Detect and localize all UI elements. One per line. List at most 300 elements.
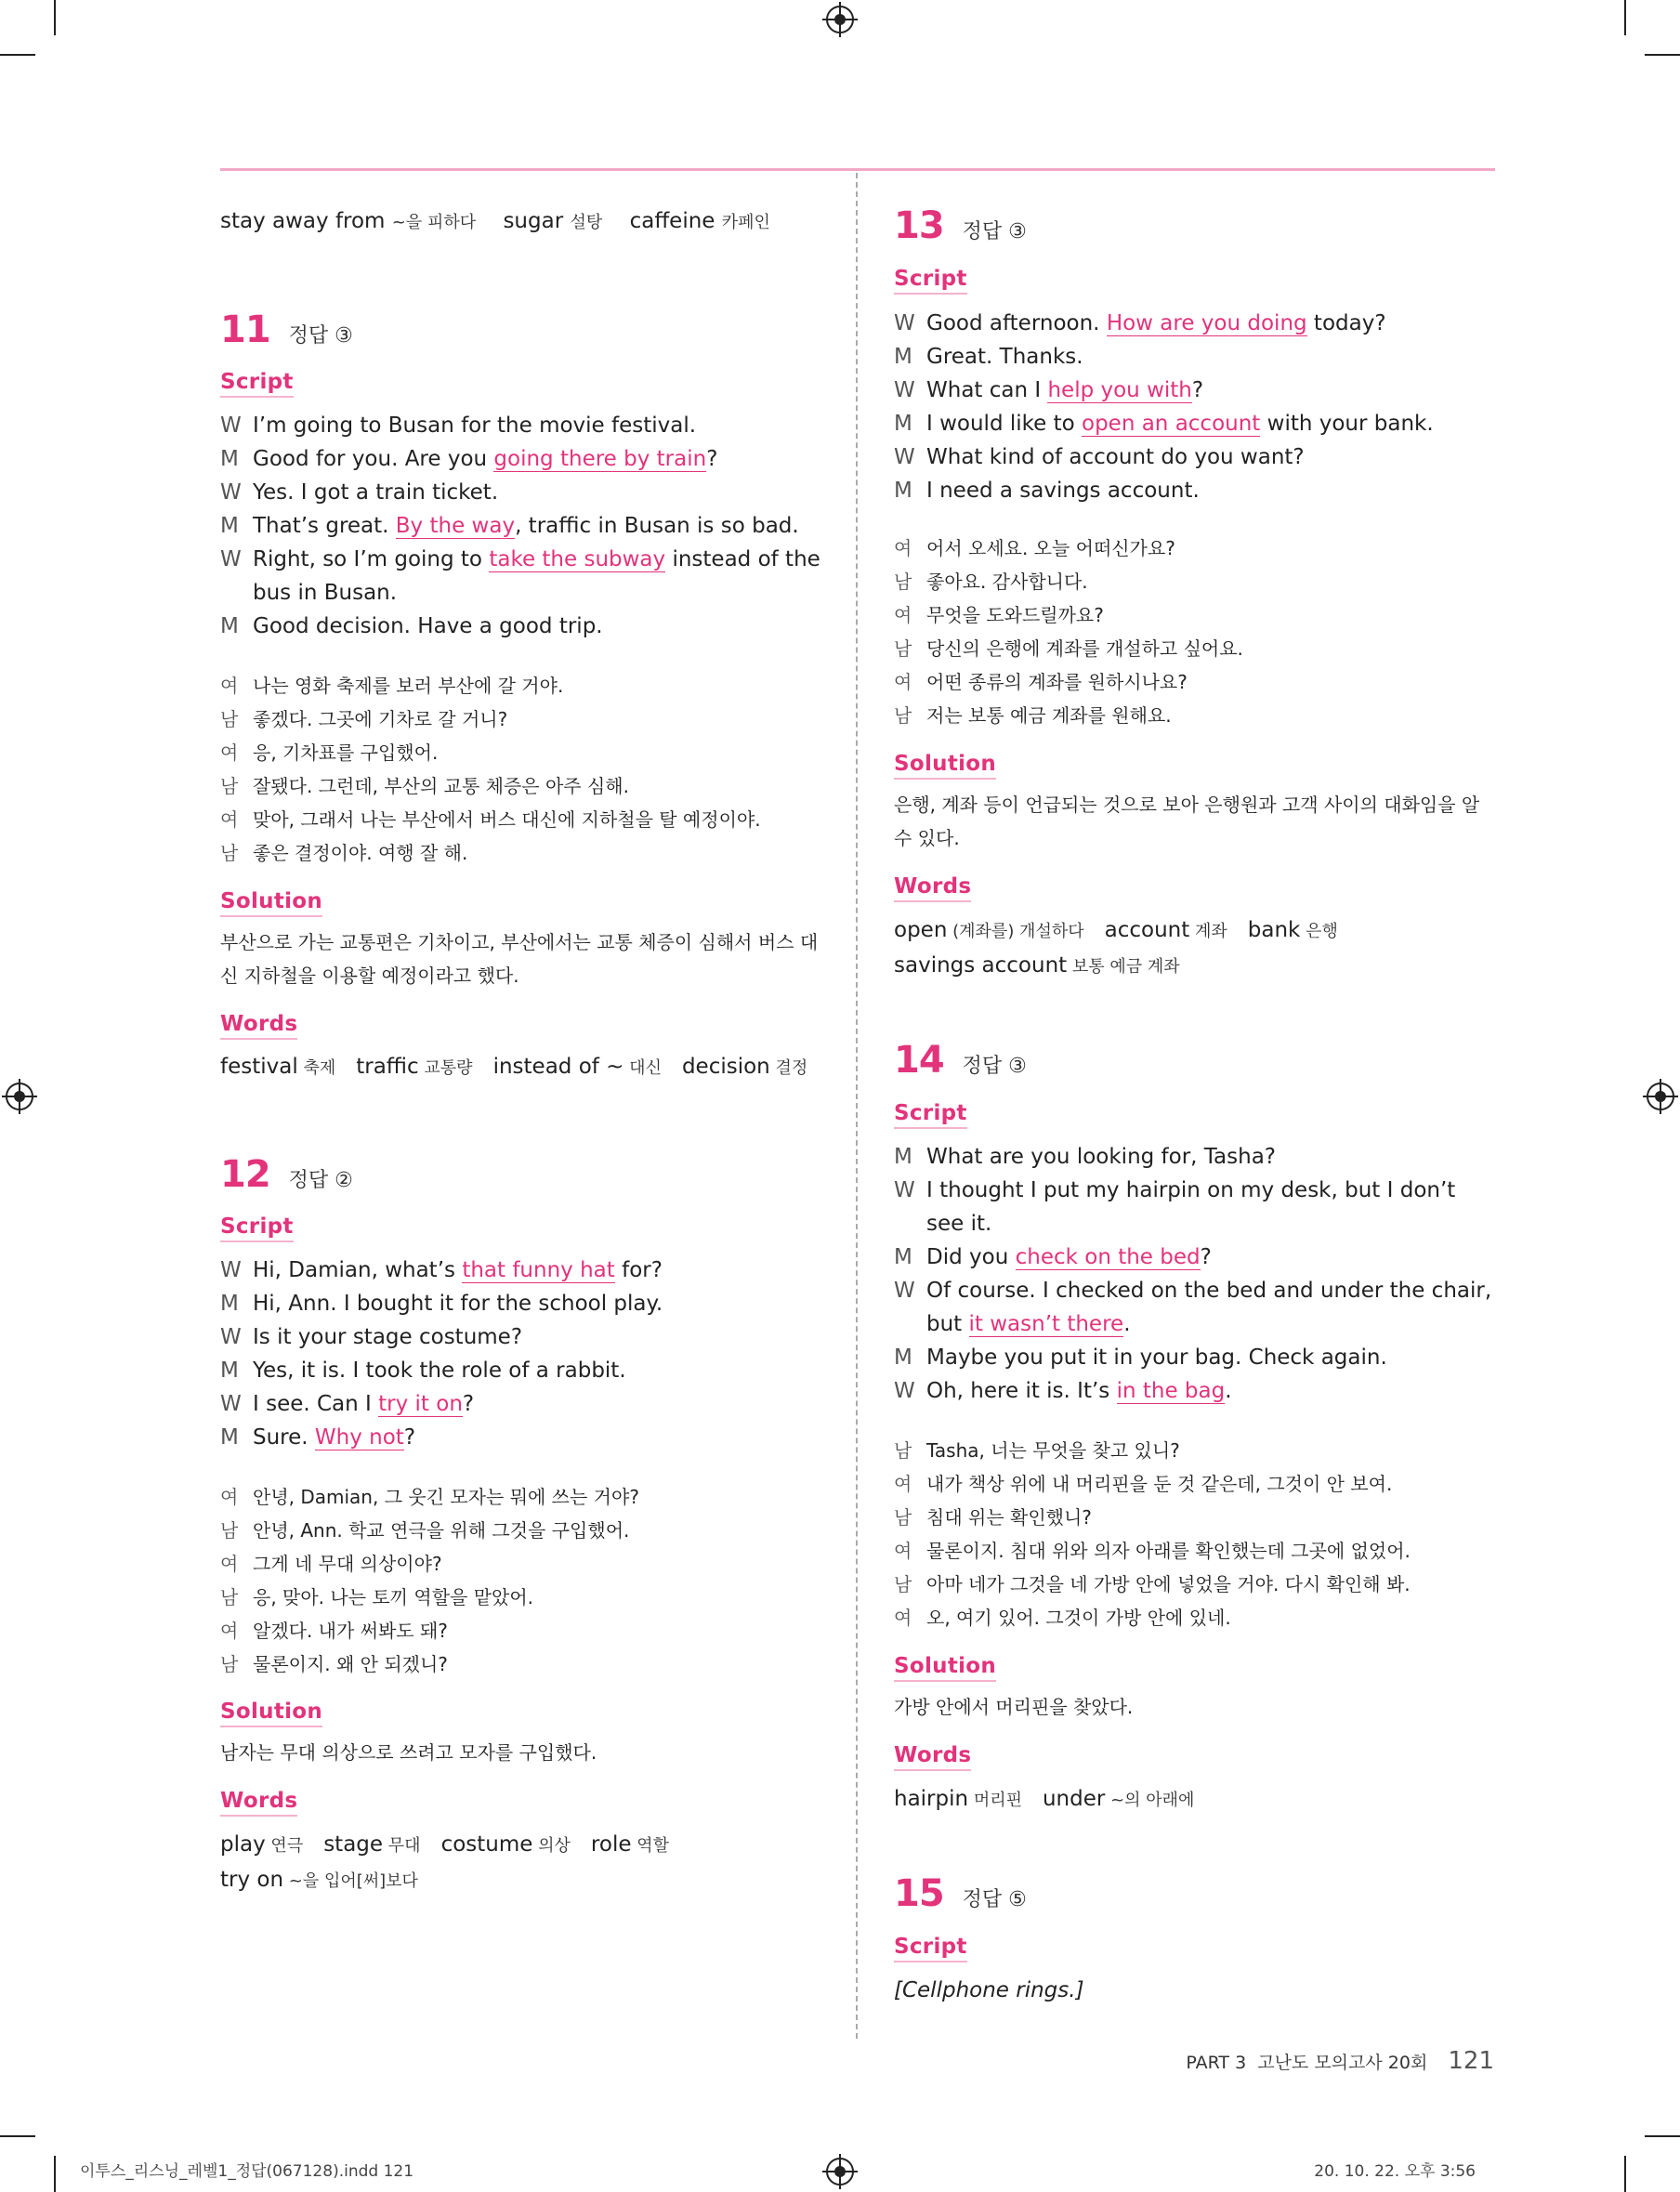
- translation-line: [894, 1467, 1498, 1501]
- text-run: Good decision. Have a good trip.: [253, 614, 603, 638]
- speaker: W: [894, 1379, 915, 1403]
- words-label: Words: [894, 874, 971, 902]
- script-line: [220, 1320, 824, 1354]
- script-line: [894, 407, 1498, 440]
- question-number: 15: [894, 1872, 944, 1915]
- script-line: [894, 1374, 1498, 1408]
- translation-line: [220, 1581, 824, 1614]
- speaker: W: [894, 378, 915, 402]
- speaker: W: [894, 1279, 915, 1303]
- text-run: Yes. I got a train ticket.: [253, 480, 499, 505]
- speaker: M: [894, 1245, 912, 1269]
- speaker: W: [220, 1392, 242, 1416]
- speaker: M: [220, 1292, 239, 1316]
- question-number: 14: [894, 1039, 944, 1082]
- translation-line: [894, 632, 1498, 665]
- script-line: [894, 307, 1498, 340]
- line-text: [253, 1320, 824, 1354]
- speaker: 여: [894, 1473, 912, 1495]
- words-label: Words: [220, 1789, 297, 1817]
- text-run: I would like to: [926, 412, 1082, 436]
- script-line: [220, 409, 824, 442]
- q12-solution: 남자는 무대 의상으로 쓰려고 모자를 구입했다.: [220, 1741, 597, 1764]
- footer-title: 고난도 모의고사 20회: [1257, 2053, 1428, 2073]
- text-run: I thought I put my hairpin on my desk, but I don’t see it.: [926, 1178, 1456, 1236]
- line-text: [253, 1254, 824, 1287]
- word-en: savings account: [894, 953, 1068, 978]
- highlighted-phrase: How are you doing: [1106, 311, 1307, 335]
- line-text: [926, 1374, 1498, 1408]
- line-text: [253, 1421, 824, 1454]
- question-number: 13: [894, 204, 944, 247]
- crop-mark: [0, 54, 35, 56]
- text-run: What are you looking for, Tasha?: [926, 1145, 1276, 1169]
- words-row: [894, 949, 1507, 984]
- word-ko: ~을 입어[써]보다: [283, 1871, 418, 1891]
- q12-header: [220, 1153, 353, 1196]
- translation-line: [220, 1480, 824, 1514]
- script-line: [220, 610, 824, 643]
- speaker: M: [220, 514, 239, 538]
- solution-label: Solution: [894, 1654, 996, 1682]
- line-text: [253, 442, 824, 476]
- word-item: [894, 918, 1084, 942]
- word-item: [591, 1832, 669, 1857]
- line-text: Tasha, 너는 무엇을 찾고 있니?: [926, 1439, 1180, 1462]
- script-line: [894, 1140, 1498, 1174]
- text-run: for?: [614, 1258, 663, 1282]
- line-text: [253, 1287, 824, 1320]
- line-text: 침대 위는 확인했니?: [926, 1506, 1092, 1529]
- word-item: [220, 1055, 335, 1079]
- speaker: 여: [220, 1553, 239, 1575]
- text-run: Oh, here it is. It’s: [926, 1379, 1117, 1403]
- line-text: [253, 1354, 824, 1387]
- text-run: ?: [1191, 378, 1204, 402]
- word-item: [682, 1055, 807, 1079]
- q12-korean: [220, 1480, 824, 1681]
- words-label: Words: [894, 1743, 971, 1771]
- speaker: 여: [894, 537, 912, 559]
- line-text: 아마 네가 그것을 네 가방 안에 넣었을 거야. 다시 확인해 봐.: [926, 1573, 1411, 1595]
- highlighted-phrase: Why not: [314, 1425, 404, 1450]
- crop-mark: [0, 2135, 35, 2137]
- text-run: ?: [1200, 1245, 1212, 1269]
- speaker: 여: [220, 808, 239, 831]
- text-run: I need a savings account.: [926, 479, 1200, 503]
- translation-line: [894, 1568, 1498, 1601]
- line-text: [926, 1341, 1498, 1374]
- words-row: [220, 1863, 833, 1898]
- words-row: [220, 1828, 833, 1863]
- line-text: 저는 보통 예금 계좌를 원해요.: [926, 704, 1172, 727]
- q14-script: [894, 1140, 1498, 1408]
- slug-time: 20. 10. 22. 오후 3:56: [1314, 2162, 1476, 2181]
- script-label: Script: [894, 267, 967, 295]
- line-text: 물론이지. 침대 위와 의자 아래를 확인했는데 그곳에 없었어.: [926, 1540, 1411, 1562]
- translation-line: [220, 803, 824, 836]
- word-en: open: [894, 918, 948, 942]
- script-line: [894, 1240, 1498, 1274]
- word-en: festival: [220, 1055, 298, 1079]
- line-text: [926, 440, 1498, 474]
- script-label: Script: [894, 1935, 967, 1962]
- word-item: [1105, 918, 1227, 942]
- speaker: M: [220, 1359, 239, 1383]
- highlighted-phrase: take the subway: [489, 547, 666, 571]
- script-line: [220, 442, 824, 476]
- highlighted-phrase: check on the bed: [1015, 1245, 1201, 1269]
- line-text: [926, 407, 1498, 440]
- question-number: 12: [220, 1153, 270, 1196]
- speaker: 여: [220, 742, 239, 764]
- speaker: 여: [220, 1486, 239, 1508]
- word-en: stage: [323, 1832, 384, 1857]
- line-text: 무엇을 도와드릴까요?: [926, 604, 1104, 626]
- speaker: 남: [894, 1506, 912, 1529]
- word-item: [894, 953, 1180, 978]
- crop-mark: [1624, 0, 1626, 35]
- translation-line: [220, 836, 824, 870]
- line-text: 좋겠다. 그곳에 기차로 갈 거니?: [253, 708, 508, 730]
- word-ko: 역할: [631, 1836, 669, 1856]
- translation-line: [894, 1601, 1498, 1634]
- line-text: 응, 기차표를 구입했어.: [253, 742, 439, 764]
- line-text: 어떤 종류의 계좌를 원하시나요?: [926, 671, 1188, 693]
- line-text: 좋아요. 감사합니다.: [926, 571, 1088, 593]
- q11-script: [220, 409, 824, 643]
- text-run: ?: [403, 1425, 416, 1450]
- registration-mark-icon: [6, 1083, 33, 1110]
- crop-mark: [54, 0, 56, 35]
- slug-file: 이투스_리스닝_레벨1_정답(067128).indd 121: [80, 2162, 414, 2181]
- translation-line: [220, 669, 824, 702]
- line-text: 맞아, 그래서 나는 부산에서 버스 대신에 지하철을 탈 예정이야.: [253, 808, 761, 831]
- script-line: [220, 1254, 824, 1287]
- text-run: Right, so I’m going to: [253, 547, 490, 571]
- speaker: 여: [894, 671, 912, 693]
- q12-words: [220, 1828, 833, 1898]
- q15-script-first: [Cellphone rings.]: [894, 1978, 1084, 2002]
- speaker: 남: [220, 708, 239, 730]
- text-run: Maybe you put it in your bag. Check again.: [926, 1345, 1387, 1370]
- line-text: 당신의 은행에 계좌를 개설하고 싶어요.: [926, 637, 1243, 660]
- word-item: [441, 1832, 571, 1857]
- question-number: 11: [220, 308, 270, 351]
- text-run: Sure.: [253, 1425, 315, 1450]
- translation-line: [220, 1547, 824, 1581]
- word-item: [356, 1055, 472, 1079]
- crop-mark: [1645, 54, 1680, 56]
- word-item: [493, 1055, 662, 1079]
- translation-line: [894, 665, 1498, 699]
- script-line: [220, 543, 824, 610]
- text-run: instead of the bus in Busan.: [253, 547, 820, 605]
- line-text: [253, 1387, 824, 1421]
- q12-script: [220, 1254, 824, 1454]
- line-text: 안녕, Ann. 학교 연극을 위해 그것을 구입했어.: [253, 1519, 630, 1542]
- top-words: stay away from ~을 피하다 sugar 설탕 caffeine 카페인: [220, 209, 770, 233]
- highlighted-phrase: it wasn’t there: [968, 1312, 1124, 1336]
- translation-line: [894, 699, 1498, 732]
- text-run: That’s great.: [253, 514, 396, 538]
- text-run: Hi, Damian, what’s: [253, 1258, 463, 1282]
- line-text: 나는 영화 축제를 보러 부산에 갈 거야.: [253, 675, 564, 697]
- word-en: bank: [1247, 918, 1301, 942]
- q14-solution: 가방 안에서 머리핀을 찾았다.: [894, 1696, 1134, 1718]
- line-text: [253, 543, 824, 610]
- script-line: [220, 1387, 824, 1421]
- q14-korean: [894, 1434, 1498, 1634]
- registration-mark-icon: [826, 6, 854, 33]
- line-text: [253, 509, 824, 543]
- word-ko: 대신: [623, 1058, 662, 1078]
- registration-mark-icon: [826, 2158, 854, 2185]
- highlighted-phrase: going there by train: [493, 447, 707, 471]
- line-text: 잘됐다. 그런데, 부산의 교통 체증은 아주 심해.: [253, 775, 629, 797]
- text-run: .: [1123, 1312, 1131, 1336]
- speaker: W: [220, 1258, 242, 1282]
- line-text: 안녕, Damian, 그 웃긴 모자는 뭐에 쓰는 거야?: [253, 1486, 639, 1508]
- column-divider: [856, 173, 858, 2039]
- q14-header: [894, 1039, 1027, 1082]
- line-text: [926, 1274, 1498, 1341]
- translation-line: [220, 769, 824, 803]
- page-number: 121: [1448, 2047, 1494, 2075]
- script-line: [220, 476, 824, 509]
- word-en: costume: [440, 1832, 533, 1857]
- script-line: [220, 509, 824, 543]
- speaker: 여: [894, 604, 912, 626]
- word-ko: 무대: [383, 1836, 421, 1856]
- words-row: [894, 913, 1507, 949]
- word-item: [894, 1787, 1022, 1811]
- speaker: 남: [220, 775, 239, 797]
- q11-words: [220, 1050, 833, 1085]
- highlighted-phrase: open an account: [1082, 412, 1261, 436]
- q11-header: [220, 308, 353, 351]
- highlighted-phrase: that funny hat: [462, 1258, 615, 1282]
- speaker: W: [220, 480, 242, 505]
- highlighted-phrase: try it on: [378, 1392, 463, 1416]
- text-run: Of course. I checked on the bed and under the chair, but: [926, 1279, 1492, 1336]
- q13-script: [894, 307, 1498, 507]
- crop-mark: [1645, 2135, 1680, 2137]
- word-en: decision: [681, 1055, 770, 1079]
- q15-header: [894, 1872, 1027, 1915]
- line-text: 내가 책상 위에 내 머리핀을 둔 것 같은데, 그것이 안 보여.: [926, 1473, 1393, 1495]
- registration-mark-icon: [1647, 1083, 1674, 1110]
- speaker: W: [220, 547, 242, 571]
- translation-line: [894, 565, 1498, 598]
- footer-part: PART 3: [1186, 2053, 1247, 2073]
- translation-line: [220, 702, 824, 736]
- line-text: 물론이지. 왜 안 되겠니?: [253, 1653, 448, 1675]
- line-text: [926, 1140, 1498, 1174]
- line-text: [253, 476, 824, 509]
- speaker: M: [894, 1145, 912, 1169]
- highlighted-phrase: help you with: [1047, 378, 1192, 402]
- speaker: M: [220, 447, 239, 471]
- translation-line: [894, 598, 1498, 632]
- script-label: Script: [220, 370, 294, 398]
- word-ko: 축제: [297, 1058, 336, 1078]
- word-ko: 은행: [1300, 922, 1338, 941]
- translation-line: [220, 736, 824, 769]
- speaker: 여: [220, 675, 239, 697]
- line-text: [253, 409, 824, 442]
- word-ko: ~의 아래에: [1105, 1791, 1195, 1810]
- speaker: 여: [220, 1620, 239, 1642]
- translation-line: [220, 1614, 824, 1647]
- q11-solution: 부산으로 가는 교통편은 기차이고, 부산에서는 교통 체증이 심해서 버스 대신 지하철을 이용할 예정이라고 했다.: [220, 931, 819, 987]
- line-text: 응, 맞아. 나는 토끼 역할을 맡았어.: [253, 1586, 534, 1608]
- text-run: today?: [1306, 311, 1386, 335]
- word-ko: 의상: [532, 1836, 571, 1856]
- word-en: account: [1104, 918, 1190, 942]
- q13-header: [894, 204, 1027, 247]
- speaker: 남: [894, 637, 912, 660]
- word-ko: 결정: [769, 1058, 808, 1078]
- line-text: 어서 오세요. 오늘 어떠신가요?: [926, 537, 1175, 559]
- script-line: [894, 374, 1498, 407]
- word-ko: 연극: [265, 1836, 304, 1856]
- text-run: , traffic in Busan is so bad.: [515, 514, 799, 538]
- script-line: [220, 1421, 824, 1454]
- text-run: What can I: [926, 378, 1048, 402]
- text-run: Did you: [926, 1245, 1016, 1269]
- words-row: [220, 1050, 833, 1085]
- script-line: [894, 1174, 1498, 1240]
- solution-label: Solution: [220, 1700, 322, 1727]
- text-run: Hi, Ann. I bought it for the school play.: [253, 1292, 663, 1316]
- word-item: [1043, 1787, 1194, 1811]
- translation-line: [220, 1647, 824, 1681]
- word-ko: 머리핀: [968, 1791, 1022, 1810]
- script-line: [894, 1274, 1498, 1341]
- text-run: with your bank.: [1260, 412, 1434, 436]
- script-line: [894, 440, 1498, 474]
- speaker: W: [894, 311, 915, 335]
- answer: 정답 ③: [288, 324, 353, 348]
- line-text: [926, 1174, 1498, 1240]
- line-text: [926, 307, 1498, 340]
- line-text: [926, 374, 1498, 407]
- line-text: [926, 1240, 1498, 1274]
- line-text: 오, 여기 있어. 그것이 가방 안에 있네.: [926, 1607, 1231, 1629]
- speaker: M: [894, 412, 912, 436]
- speaker: 남: [220, 842, 239, 864]
- highlighted-phrase: in the bag: [1116, 1379, 1226, 1403]
- speaker: W: [894, 1178, 915, 1202]
- translation-line: [220, 1514, 824, 1547]
- word-en: under: [1042, 1787, 1106, 1811]
- text-run: .: [1225, 1379, 1232, 1403]
- speaker: W: [894, 445, 915, 469]
- text-run: Good for you. Are you: [253, 447, 494, 471]
- top-rule: [220, 168, 1495, 171]
- q13-solution: 은행, 계좌 등이 언급되는 것으로 보아 은행원과 고객 사이의 대화임을 알 수 있다.: [894, 794, 1480, 849]
- script-label: Script: [220, 1214, 294, 1242]
- words-row: [894, 1782, 1507, 1818]
- text-run: ?: [462, 1392, 475, 1416]
- speaker: 남: [220, 1586, 239, 1608]
- answer: 정답 ③: [962, 220, 1027, 243]
- text-run: Good afternoon.: [926, 311, 1107, 335]
- script-line: [220, 1287, 824, 1320]
- word-en: try on: [220, 1868, 284, 1892]
- line-text: [253, 610, 824, 643]
- q13-korean: [894, 532, 1498, 732]
- translation-line: [894, 1534, 1498, 1568]
- translation-line: [894, 532, 1498, 565]
- line-text: 알겠다. 내가 써봐도 돼?: [253, 1620, 448, 1642]
- speaker: 여: [894, 1607, 912, 1629]
- text-run: Yes, it is. I took the role of a rabbit.: [253, 1359, 626, 1383]
- text-run: Great. Thanks.: [926, 345, 1083, 369]
- text-run: I see. Can I: [253, 1392, 379, 1416]
- q13-words: [894, 913, 1507, 984]
- words-label: Words: [220, 1012, 297, 1040]
- word-item: [220, 1868, 418, 1892]
- word-en: hairpin: [894, 1787, 969, 1811]
- solution-label: Solution: [220, 889, 322, 917]
- translation-line: [894, 1501, 1498, 1534]
- line-text: 좋은 결정이야. 여행 잘 해.: [253, 842, 468, 864]
- line-text: [926, 474, 1498, 507]
- script-line: [894, 340, 1498, 374]
- speaker: 남: [894, 571, 912, 593]
- text-run: Is it your stage costume?: [253, 1325, 523, 1349]
- crop-mark: [1624, 2156, 1626, 2192]
- crop-mark: [54, 2156, 56, 2192]
- speaker: M: [220, 614, 239, 638]
- word-item: [1248, 918, 1338, 942]
- speaker: 남: [894, 1573, 912, 1595]
- script-line: [220, 1354, 824, 1387]
- script-label: Script: [894, 1101, 967, 1129]
- speaker: M: [894, 345, 912, 369]
- text-run: I’m going to Busan for the movie festival.: [253, 413, 697, 438]
- speaker: M: [894, 1345, 912, 1370]
- speaker: 여: [894, 1540, 912, 1562]
- translation-line: [894, 1434, 1498, 1467]
- word-en: role: [590, 1832, 632, 1857]
- highlighted-phrase: By the way: [395, 514, 516, 538]
- speaker: 남: [220, 1519, 239, 1542]
- word-item: [220, 1832, 303, 1857]
- line-text: [926, 340, 1498, 374]
- speaker: W: [220, 1325, 242, 1349]
- word-ko: 계좌: [1189, 922, 1227, 941]
- answer: 정답 ⑤: [962, 1888, 1027, 1911]
- page-footer: [1186, 2047, 1494, 2075]
- word-ko: 교통량: [418, 1058, 473, 1078]
- speaker: 남: [894, 1439, 912, 1462]
- answer: 정답 ③: [962, 1055, 1027, 1078]
- speaker: 남: [894, 704, 912, 727]
- text-run: What kind of account do you want?: [926, 445, 1305, 469]
- speaker: 남: [220, 1653, 239, 1675]
- speaker: M: [894, 479, 912, 503]
- word-ko: 보통 예금 계좌: [1067, 957, 1180, 977]
- script-line: [894, 474, 1498, 507]
- script-line: [894, 1341, 1498, 1374]
- word-ko: (계좌를) 개설하다: [947, 922, 1084, 941]
- word-en: play: [220, 1832, 266, 1857]
- answer: 정답 ②: [288, 1169, 353, 1192]
- solution-label: Solution: [894, 752, 996, 780]
